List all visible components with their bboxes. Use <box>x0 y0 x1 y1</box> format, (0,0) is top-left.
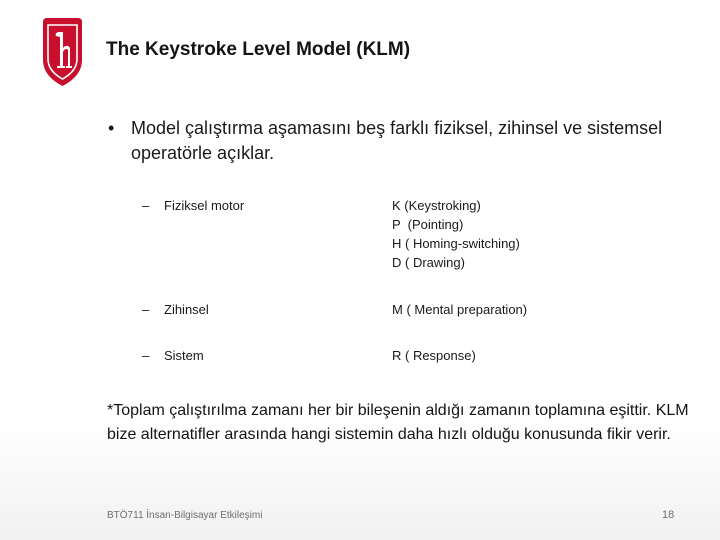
operator-values-mental <box>392 300 527 319</box>
dash-marker: – <box>142 348 150 363</box>
operator-value: P (Pointing) <box>392 217 464 232</box>
operator-label: Fiziksel motor <box>164 198 245 213</box>
operator-values-physical <box>392 196 520 272</box>
operator-value: H ( Homing-switching) <box>392 236 520 251</box>
operator-value: K (Keystroking) <box>392 198 481 213</box>
footer-course: BTÖ711 İnsan-Bilgisayar Etkileşimi <box>107 510 263 521</box>
page-number: 18 <box>662 509 675 521</box>
operator-value: M ( Mental preparation) <box>392 302 528 317</box>
slide-title: The Keystroke Level Model (KLM) <box>106 39 411 60</box>
operator-value: D ( Drawing) <box>392 255 465 270</box>
summary-note: *Toplam çalıştırılma zamanı her bir bileşenin aldığı zamanın toplamına eşittir. KLM bize alternatifler arasında hangi sistemin daha hızlı olduğu konusunda fikir verir. <box>107 402 689 443</box>
bullet-text: Model çalıştırma aşamasını beş farklı fiziksel, zihinsel ve sistemsel operatörle açıklar. <box>131 118 663 163</box>
university-logo-icon <box>40 16 85 88</box>
operator-value: R ( Response) <box>392 348 476 363</box>
dash-marker: – <box>142 302 150 317</box>
operator-label: Zihinsel <box>164 302 209 317</box>
operator-label: Sistem <box>164 348 204 363</box>
dash-marker: – <box>142 198 150 213</box>
operator-values-system <box>392 346 476 365</box>
bullet-marker: • <box>108 118 115 138</box>
